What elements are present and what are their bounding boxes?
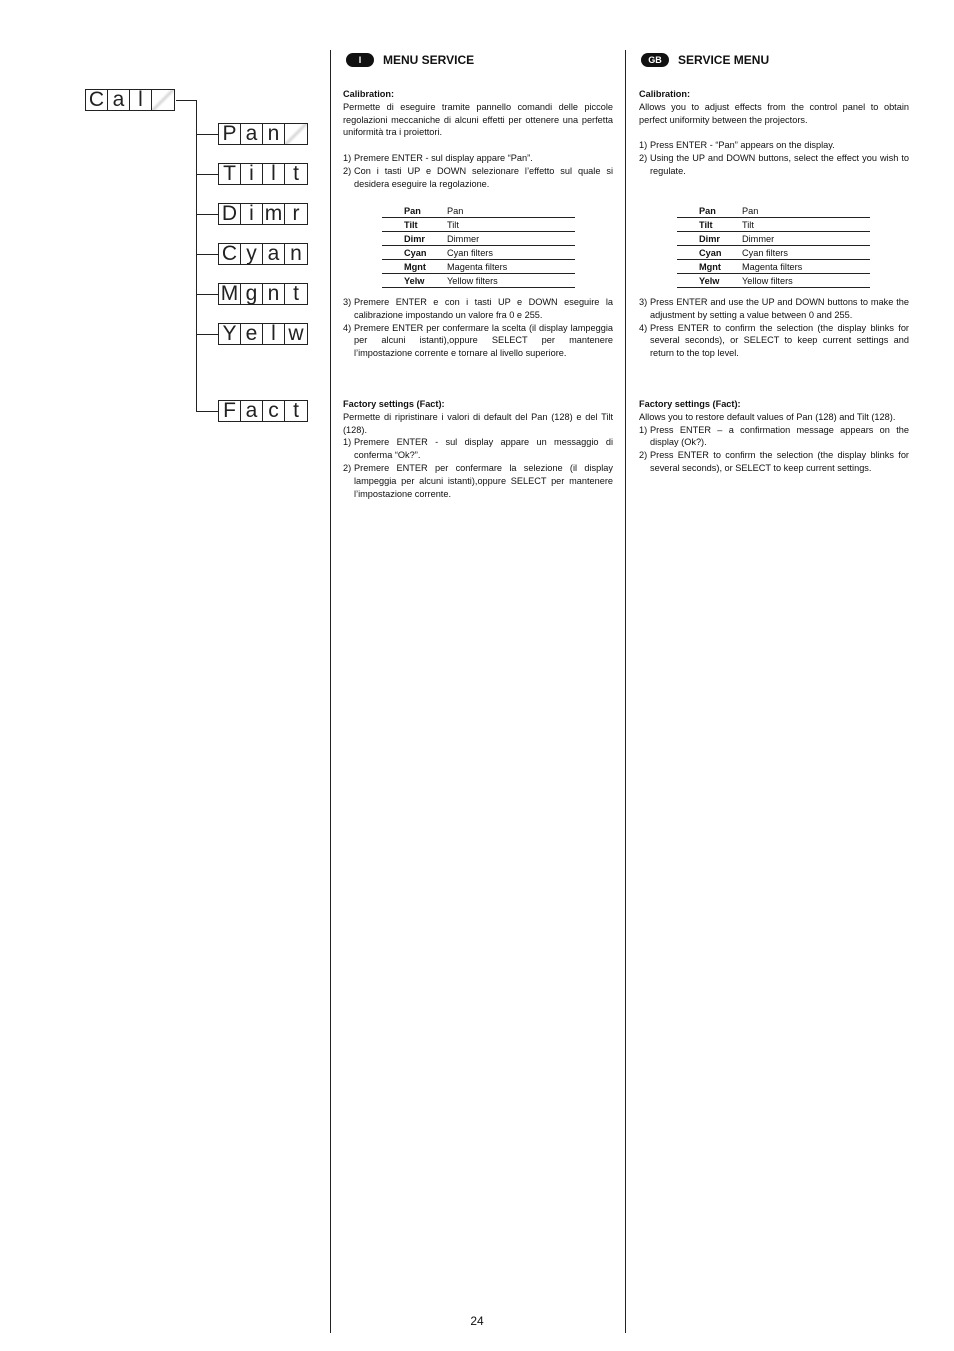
- effect-name: Cyan filters: [742, 246, 870, 260]
- effect-name: Dimmer: [742, 232, 870, 246]
- italian-factory-settings: [343, 398, 613, 500]
- step-item: 1) Premere ENTER - sul display appare un messaggio di conferma “Ok?”.: [343, 437, 613, 461]
- display-char: g: [241, 284, 263, 304]
- italian-section-header: [346, 53, 474, 67]
- step-item: 3) Premere ENTER e con i tasti UP e DOWN eseguire la calibrazione impostando un valore fra 0 e 255.: [343, 297, 613, 320]
- factory-heading: Factory settings (Fact):: [639, 399, 741, 409]
- effect-name: Cyan filters: [447, 246, 575, 260]
- display-mgnt: [218, 283, 308, 305]
- display-dimr: [218, 203, 308, 225]
- tree-connector: [196, 411, 218, 412]
- display-char: n: [290, 244, 302, 264]
- display-char: T: [219, 164, 241, 184]
- tree-connector: [196, 100, 197, 411]
- display-char: D: [219, 204, 241, 224]
- display-char: t: [293, 284, 299, 304]
- factory-heading: Factory settings (Fact):: [343, 399, 445, 409]
- effect-code: Cyan: [382, 246, 447, 260]
- table-row: [677, 246, 870, 260]
- calibration-heading: Calibration:: [639, 89, 691, 99]
- table-row: [677, 232, 870, 246]
- table-row: [382, 232, 575, 246]
- section-title: MENU SERVICE: [383, 53, 475, 67]
- effect-name: Magenta filters: [742, 260, 870, 274]
- step-item: 1) Press ENTER – a confirmation message appears on the display (Ok?).: [639, 424, 909, 448]
- table-row: [382, 260, 575, 274]
- effect-code: Mgnt: [382, 260, 447, 274]
- tree-connector: [196, 174, 218, 175]
- step-item: 4) Press ENTER to confirm the selection (the display blinks for several seconds), or SELECT to keep current settings and return to the top level.: [639, 322, 909, 359]
- italian-steps-b: [343, 296, 613, 360]
- display-char: M: [219, 284, 241, 304]
- calibration-heading: Calibration:: [343, 89, 395, 99]
- display-char: w: [288, 324, 304, 344]
- effect-code: Yelw: [382, 274, 447, 288]
- effect-code: Tilt: [677, 218, 742, 232]
- display-char: a: [108, 90, 130, 110]
- display-char: i: [241, 204, 263, 224]
- display-char: c: [263, 401, 285, 421]
- table-row: [677, 260, 870, 274]
- display-char-blank: [285, 124, 307, 144]
- display-char: l: [263, 324, 285, 344]
- display-cal: [85, 89, 175, 111]
- step-item: 2) Press ENTER to confirm the selection (the display blinks for several seconds), or SELECT to keep current settings.: [639, 450, 909, 473]
- english-section-header: [641, 53, 769, 67]
- display-char: t: [293, 401, 299, 421]
- effect-code: Tilt: [382, 218, 447, 232]
- tree-connector: [176, 100, 197, 101]
- display-yelw: [218, 323, 308, 345]
- display-pan: [218, 123, 308, 145]
- tree-connector: [196, 254, 218, 255]
- display-char-blank: [152, 90, 174, 110]
- italian-steps-a: [343, 152, 613, 190]
- page-number: 24: [470, 1314, 484, 1328]
- display-char: l: [263, 164, 285, 184]
- display-char: e: [241, 324, 263, 344]
- factory-intro: Allows you to restore default values of Pan (128) and Tilt (128).: [639, 411, 896, 422]
- display-char: P: [219, 124, 241, 144]
- step-item: 2) Con i tasti UP e DOWN selezionare l’effetto sul quale si desidera eseguire la regolazione.: [343, 165, 613, 189]
- display-char: a: [241, 401, 263, 421]
- display-char: C: [86, 90, 108, 110]
- display-char: n: [263, 284, 285, 304]
- step-item: 4) Premere ENTER per confermare la scelta (il display lampeggia per alcuni istanti),oppure SELECT per mantenere l’impostazione corrente e tornare al livello superiore.: [343, 322, 613, 359]
- language-badge-gb: GB: [641, 53, 669, 67]
- display-char: Y: [219, 324, 241, 344]
- display-char: m: [263, 204, 285, 224]
- effect-name: Dimmer: [447, 232, 575, 246]
- step-item: 1) Premere ENTER - sul display appare “Pan”.: [343, 153, 533, 163]
- language-badge-it: I: [346, 53, 374, 67]
- effect-code: Dimr: [677, 232, 742, 246]
- display-char: i: [241, 164, 263, 184]
- calibration-intro: Permette di eseguire tramite pannello comandi delle piccole regolazioni meccaniche di alcuni effetti per ottenere una perfetta uniformità tra i proiettori.: [343, 101, 613, 138]
- step-item: 2) Using the UP and DOWN buttons, select the effect you wish to regulate.: [639, 152, 909, 176]
- table-row: [382, 246, 575, 260]
- english-steps-a: [639, 139, 909, 177]
- step-item: 1) Press ENTER - “Pan” appears on the display.: [639, 140, 835, 150]
- effect-name: Pan: [742, 204, 870, 218]
- effect-code: Yelw: [677, 274, 742, 288]
- table-row: [382, 218, 575, 232]
- effect-code: Cyan: [677, 246, 742, 260]
- display-char: a: [263, 244, 285, 264]
- display-char: r: [292, 204, 300, 224]
- effect-name: Tilt: [742, 218, 870, 232]
- tree-connector: [196, 134, 218, 135]
- display-char: F: [219, 401, 241, 421]
- tree-connector: [196, 294, 218, 295]
- table-row: [382, 274, 575, 288]
- english-effects-table: [677, 204, 870, 288]
- display-char: l: [130, 90, 152, 110]
- display-char: C: [219, 244, 241, 264]
- effect-code: Mgnt: [677, 260, 742, 274]
- display-char: y: [241, 244, 263, 264]
- effect-name: Pan: [447, 204, 575, 218]
- display-tilt: [218, 163, 308, 185]
- display-cyan: [218, 243, 308, 265]
- display-char: a: [241, 124, 263, 144]
- display-char: t: [293, 164, 299, 184]
- tree-connector: [196, 214, 218, 215]
- effect-name: Tilt: [447, 218, 575, 232]
- effect-name: Yellow filters: [742, 274, 870, 288]
- display-char: n: [263, 124, 285, 144]
- tree-connector: [196, 334, 218, 335]
- effect-code: Dimr: [382, 232, 447, 246]
- table-row: [677, 274, 870, 288]
- effect-name: Magenta filters: [447, 260, 575, 274]
- column-divider-right: [625, 50, 626, 1333]
- italian-calibration: [343, 88, 613, 139]
- effect-code: Pan: [677, 204, 742, 218]
- english-steps-b: [639, 296, 909, 360]
- english-calibration: [639, 88, 909, 126]
- table-row: [677, 204, 870, 218]
- calibration-intro: Allows you to adjust effects from the control panel to obtain perfect uniformity between the projectors.: [639, 101, 909, 125]
- effect-code: Pan: [382, 204, 447, 218]
- column-divider-left: [330, 50, 331, 1333]
- table-row: [677, 218, 870, 232]
- section-title: SERVICE MENU: [678, 53, 770, 67]
- english-factory-settings: [639, 398, 909, 475]
- display-fact: [218, 400, 308, 422]
- factory-intro: Permette di ripristinare i valori di default del Pan (128) e del Tilt (128).: [343, 411, 613, 435]
- step-item: 3) Press ENTER and use the UP and DOWN buttons to make the adjustment by setting a value between 0 and 255.: [639, 297, 909, 320]
- table-row: [382, 204, 575, 218]
- step-item: 2) Premere ENTER per confermare la selezione (il display lampeggia per alcuni istanti),oppure SELECT per mantenere l’impostazione corrente.: [343, 462, 613, 499]
- effect-name: Yellow filters: [447, 274, 575, 288]
- italian-effects-table: [382, 204, 575, 288]
